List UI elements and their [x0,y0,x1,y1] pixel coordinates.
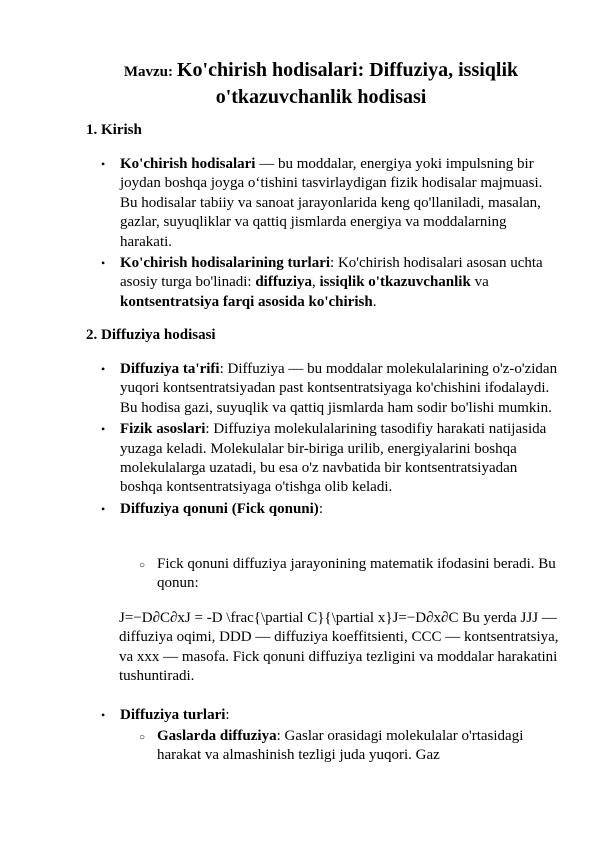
term: Ko'chirish hodisalarining turlari [120,255,331,272]
bullet-icon: • [101,501,106,516]
term-kontsentratsiya: kontsentratsiya farqi asosida ko'chirish [120,293,373,310]
sub-list-item [0,727,561,766]
bullet-icon: • [101,157,106,171]
item-text: — bu moddalar, energiya yoki impulsning bir joydan boshqa joyga o‘tishini tasvirlaydigan fizik hodisalar majmuasi. Bu hodisalar tabiiy va sanoat jarayonlarida keng qo'llaniladi, masalan, gazlar, suyuqliklar va qattiq jismlarda energiya va moddalarning harakati. [120,156,543,250]
separator: , [312,274,320,291]
formula-paragraph: J=−D∂C∂xJ = -D \frac{\partial C}{\partial x}J=−D∂x∂C Bu yerda JJJ — diffuziya oqimi, DDD — diffuziya koeffitsienti, CCC — kontsentratsiya, va xxx — masofa. Fick qonuni diffuziya tezligini va moddalar harakatini tushuntiradi. [119,610,559,685]
sub-item-text: : Gaslar orasidagi molekulalar o'rtasidagi harakat va almashinish tezligi juda yuqori. Gaz [157,728,524,764]
item-text: : [318,500,323,517]
types-list [0,706,558,725]
fick-sublist [0,555,561,594]
section-heading-diffuziya: 2. Diffuziya hodisasi [86,327,216,343]
list-item [0,706,558,725]
term: Ko'chirish hodisalari [120,156,256,172]
section2-list [0,360,558,519]
term: Diffuziya turlari [120,707,226,723]
bullet-icon: • [101,256,106,271]
bullet-icon: • [101,708,106,722]
title-main: Ko'chirish hodisalari: Diffuziya, issiqlik o'tkazuvchanlik hodisasi [176,59,519,108]
term: Diffuziya ta'rifi [120,361,220,377]
circle-bullet-icon: ○ [139,560,146,571]
list-item [0,155,558,252]
period: . [372,293,377,310]
title-prefix: Mavzu: [123,64,173,80]
bullet-icon: • [101,422,106,437]
circle-bullet-icon: ○ [139,732,146,743]
term-diffuziya: diffuziya [255,274,313,291]
term-issiqlik: issiqlik o'tkazuvchanlik [319,274,471,291]
list-item [0,500,558,519]
item-text: : Diffuziya — bu moddalar molekulalarining o'z-o'zidan yuqori kontsentratsiyadan past kontsentratsiyaga ko'chishini ifodalaydi. Bu hodisa gazi, suyuqlik va qattiq jismlarda ham sodir bo'lishi mumkin. [120,361,558,416]
list-item [0,254,558,312]
sub-list-item [0,555,561,594]
document-title [82,58,560,111]
item-text: : [225,707,230,723]
separator: va [470,274,489,291]
item-text: : Ko'chirish hodisalari asosan uchta asosiy turga bo'linadi: [120,255,543,291]
section-heading-kirish: 1. Kirish [86,122,142,138]
term: Diffuziya qonuni (Fick qonuni) [120,500,319,517]
list-item [0,420,558,498]
term: Gaslarda diffuziya [157,728,277,744]
term: Fizik asoslari [120,421,206,438]
bullet-icon: • [101,362,106,376]
sub-item-text: Fick qonuni diffuziya jarayonining matematik ifodasini beradi. Bu qonun: [157,556,556,592]
item-text: : Diffuziya molekulalarining tasodifiy harakati natijasida yuzaga keladi. Molekulalar bir-biriga urilib, energiyalarini boshqa molekulalarga uzatadi, bu esa o'z navbatida bir kontsentratsiyadan boshqa kontsentratsiyaga o'tishga olib keladi. [120,421,547,496]
types-sublist [0,727,561,766]
list-item [0,360,558,418]
section1-list [0,155,558,312]
